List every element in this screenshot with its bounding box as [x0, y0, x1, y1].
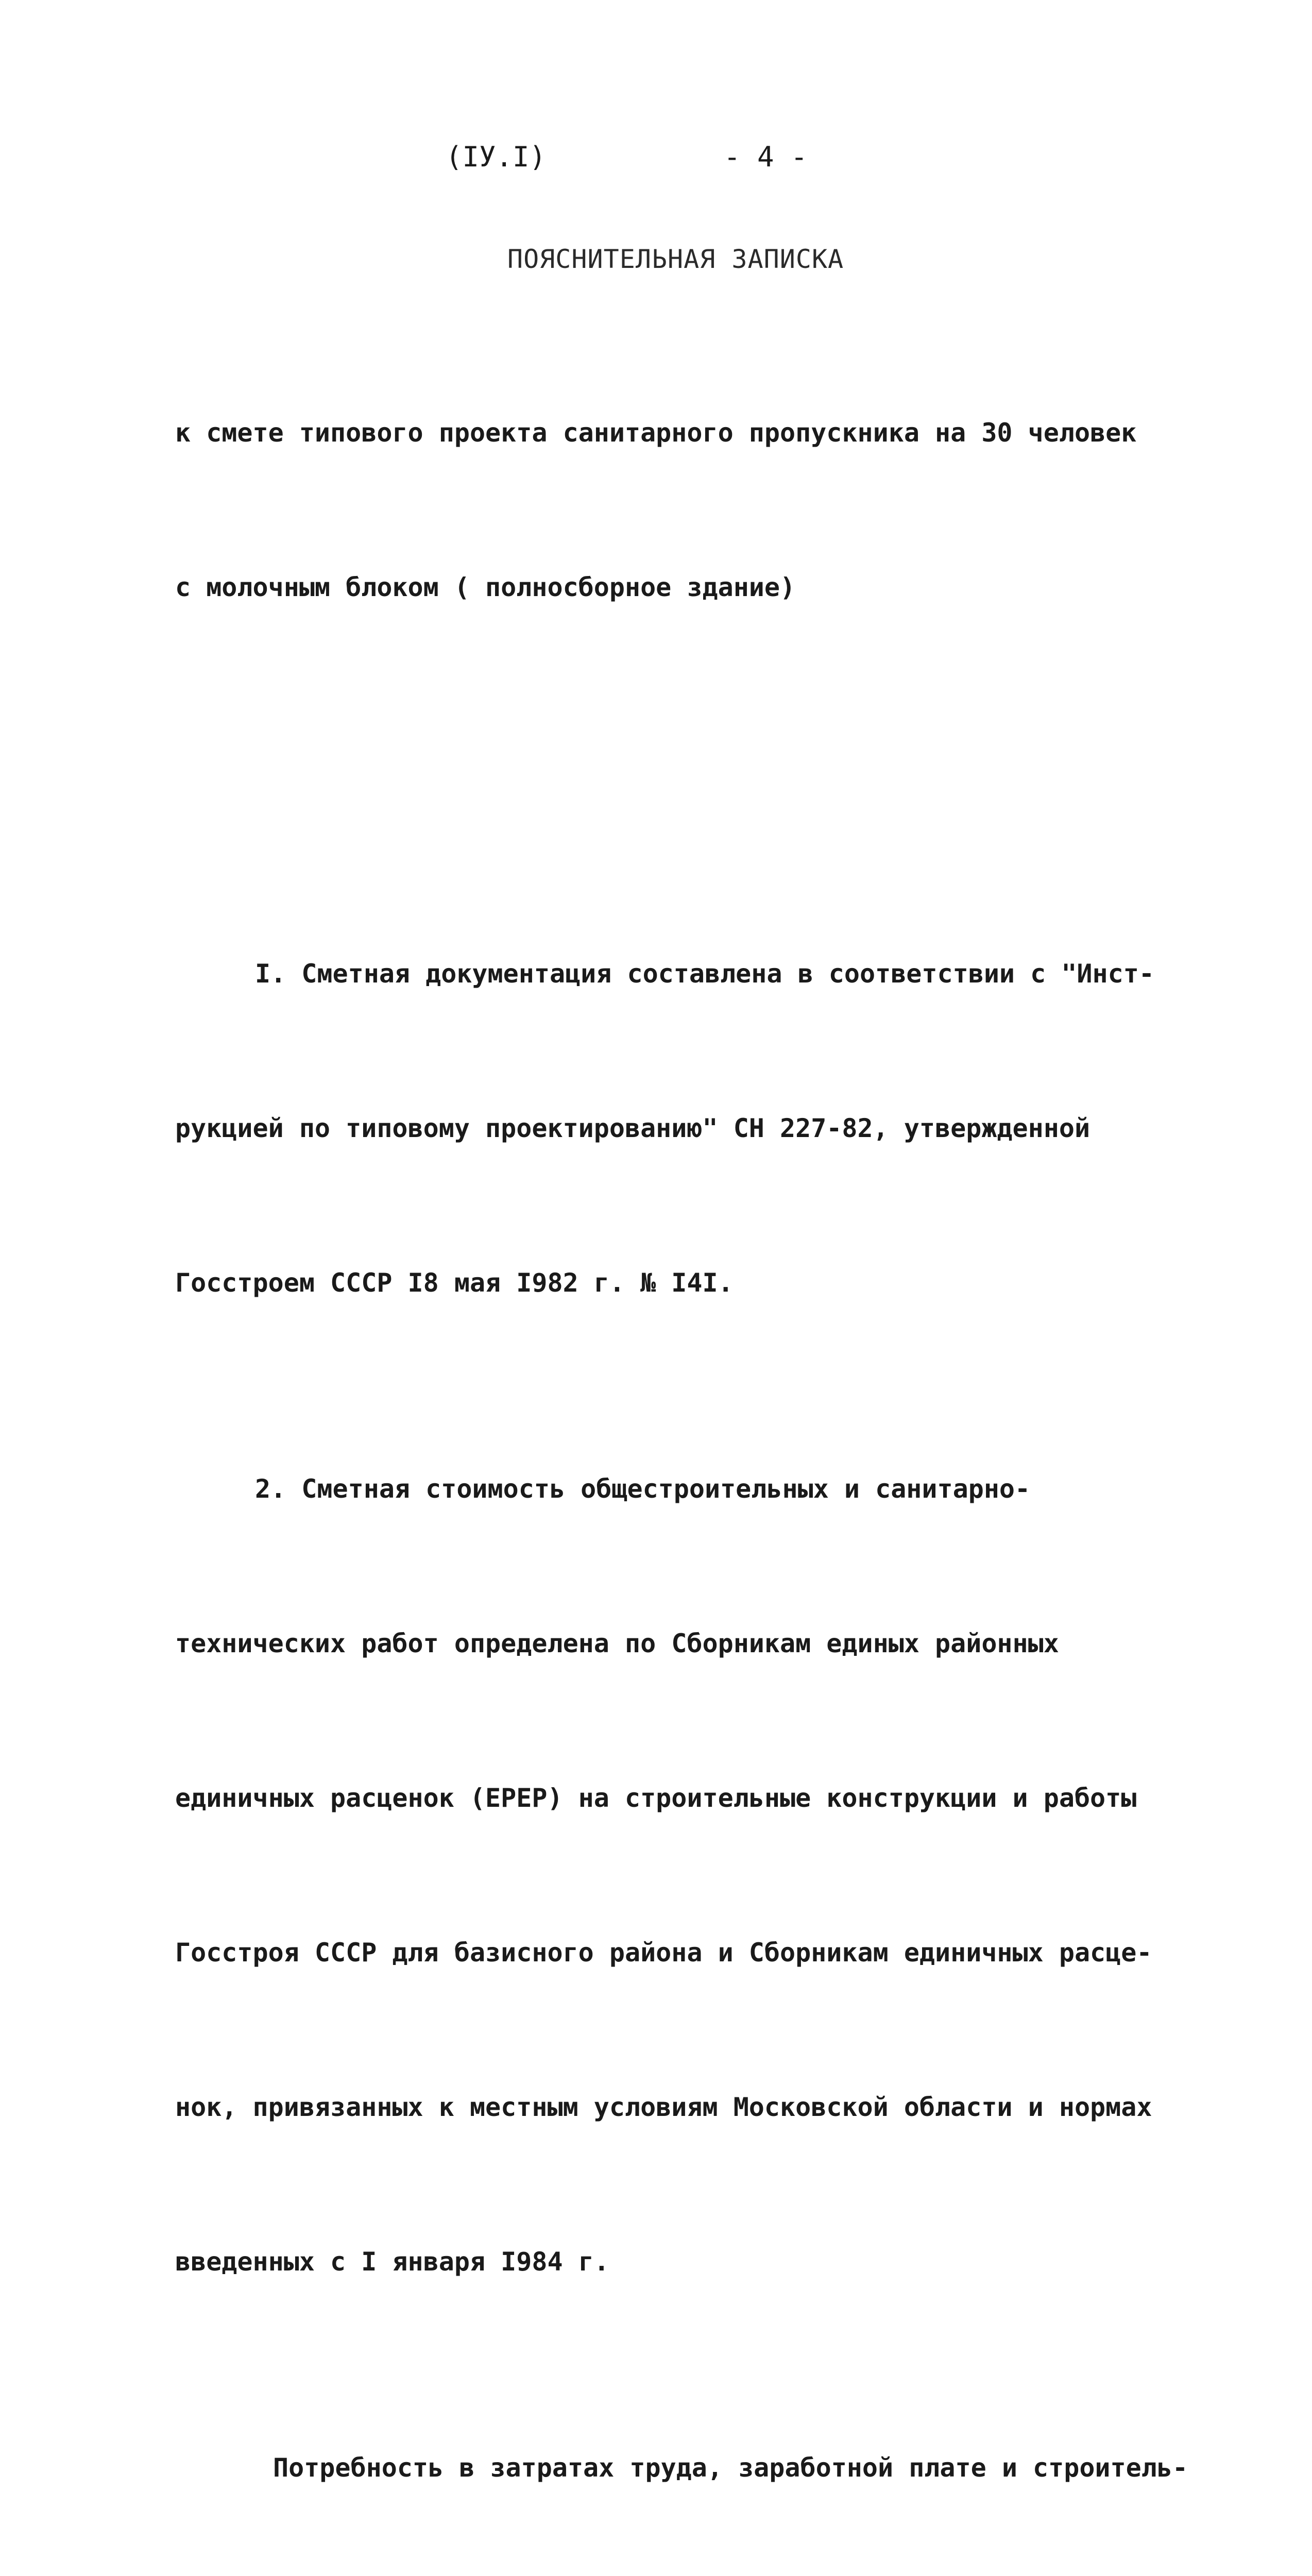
paragraph-2-line: технических работ определена по Сборникам единых районных	[175, 1629, 1059, 1658]
subtitle-line: к смете типового проекта санитарного пропускника на 30 человек	[175, 418, 1137, 448]
paragraph-2-line: 2. Сметная стоимость общестроительных и санитарно-	[255, 1474, 1031, 1504]
paragraph-2b-line: Потребность в затратах труда, заработной плате и строитель-	[273, 2453, 1188, 2483]
paragraph-2-line: Госстроя СССР для базисного района и Сборникам единичных расце-	[175, 1938, 1152, 1968]
paragraph-1-line: I. Сметная документация составлена в соответствии с "Инст-	[255, 959, 1154, 989]
paragraph-2-line: единичных расценок (ЕРЕР) на строительные конструкции и работы	[175, 1783, 1137, 1813]
section-number: (IУ.I)	[446, 141, 547, 173]
page-header	[0, 137, 1312, 178]
paragraph-2-line: нок, привязанных к местным условиям Московской области и нормах	[175, 2092, 1152, 2122]
document-body	[175, 304, 1236, 2576]
paragraph-2-line: введенных с I января I984 г.	[175, 2247, 609, 2277]
paragraph-1-line: рукцией по типовому проектированию" СН 227-82, утвержденной	[175, 1113, 1091, 1143]
subtitle-line: с молочным блоком ( полносборное здание)	[175, 572, 796, 602]
page-number: - 4 -	[724, 141, 808, 173]
paragraph-1-line: Госстроем СССР I8 мая I982 г. № I4I.	[175, 1268, 734, 1298]
document-title: ПОЯСНИТЕЛЬНАЯ ЗАПИСКА	[507, 244, 844, 274]
